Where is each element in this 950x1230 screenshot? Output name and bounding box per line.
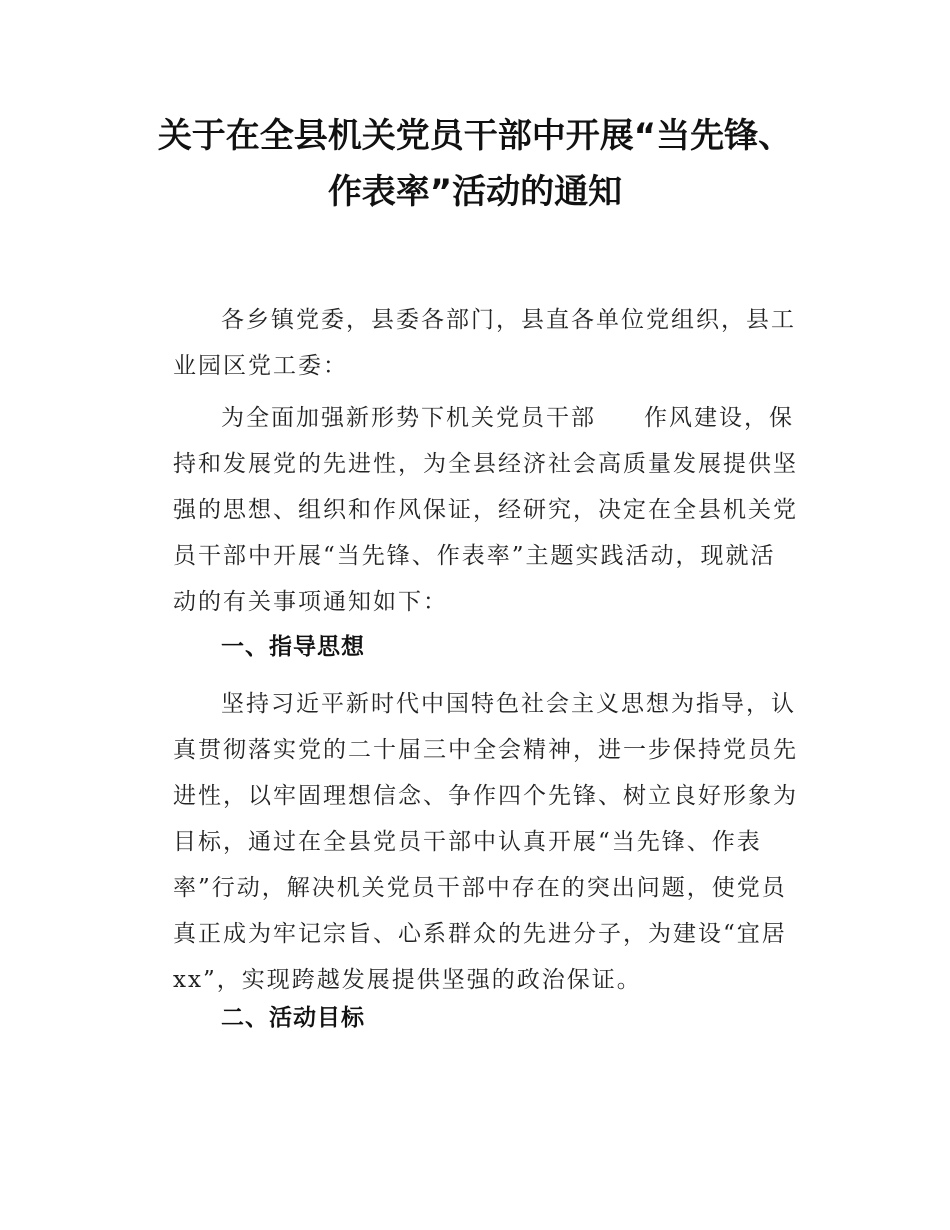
section-1-line-3: 进性，以牢固理想信念、争作四个先锋、树立良好形象为 [173,783,798,809]
section-1-paragraph [173,681,798,1003]
document-title-line-2: 作表率”活动的通知 [327,172,623,212]
intro-line-2: 持和发展党的先进性，为全县经济社会高质量发展提供坚 [173,451,798,477]
document-title-line-1: 关于在全县机关党员干部中开展“当先锋、 [157,116,793,156]
section-1-line-4: 目标，通过在全县党员干部中认真开展“当先锋、作表 [173,829,762,855]
intro-line-3: 强的思想、组织和作风保证，经研究，决定在全县机关党 [173,497,798,523]
intro-line-1 [173,395,793,441]
salutation-paragraph [173,297,796,389]
salutation-line-2: 业园区党工委： [173,353,348,379]
section-1-line-7: xx”，实现跨越发展提供坚强的政治保证。 [173,967,642,993]
section-1-line-2: 真贯彻落实党的二十届三中全会精神，进一步保持党员先 [173,737,798,763]
section-1-line-6: 真正成为牢记宗旨、心系群众的先进分子，为建设“宜居 [173,921,787,947]
section-1-line-5: 率”行动，解决机关党员干部中存在的突出问题，使党员 [173,875,787,901]
section-1-heading: 一、指导思想 [221,634,365,660]
section-1-line-1: 坚持习近平新时代中国特色社会主义思想为指导，认 [221,691,796,717]
intro-line-1b: 作风建设，保 [644,405,794,431]
intro-line-5: 动的有关事项通知如下： [173,589,448,615]
intro-paragraph [173,395,798,625]
intro-line-1a: 为全面加强新形势下机关党员干部 [221,405,596,431]
intro-line-4: 员干部中开展“当先锋、作表率”主题实践活动，现就活 [173,543,776,569]
section-2-heading: 二、活动目标 [221,1005,365,1031]
salutation-line-1: 各乡镇党委，县委各部门，县直各单位党组织，县工 [221,307,796,333]
